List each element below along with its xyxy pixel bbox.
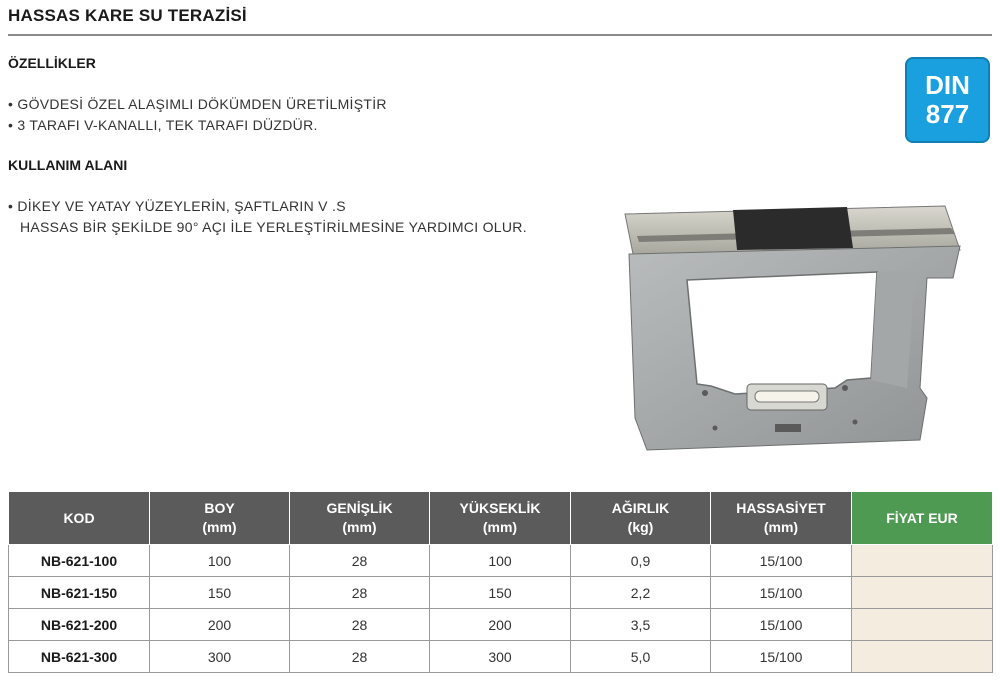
cell-height: 150 xyxy=(430,577,571,609)
cell-price xyxy=(852,577,993,609)
din-standard-badge xyxy=(905,57,990,143)
product-image xyxy=(615,188,965,463)
header-cell: GENİŞLİK (mm) xyxy=(290,492,430,545)
header-cell: KOD xyxy=(9,492,150,545)
cell-precision: 15/100 xyxy=(711,545,852,577)
screw xyxy=(713,426,718,431)
usage-heading: KULLANIM ALANI xyxy=(8,157,128,173)
vial xyxy=(755,391,819,402)
usage-line: • DİKEY VE YATAY YÜZEYLERİN, ŞAFTLARIN V .S xyxy=(8,198,346,214)
features-list xyxy=(8,94,387,136)
header-cell: AĞIRLIK (kg) xyxy=(571,492,711,545)
table-row xyxy=(9,609,993,641)
table-row xyxy=(9,577,993,609)
screw xyxy=(842,385,848,391)
cell-width: 28 xyxy=(290,641,430,673)
usage-line: HASSAS BİR ŞEKİLDE 90° AÇI İLE YERLEŞTİRİLMESİNE YARDIMCI OLUR. xyxy=(20,219,527,235)
screw xyxy=(853,420,858,425)
cell-precision: 15/100 xyxy=(711,641,852,673)
header-cell: YÜKSEKLİK (mm) xyxy=(430,492,571,545)
features-heading: ÖZELLİKLER xyxy=(8,55,96,71)
page-title: HASSAS KARE SU TERAZİSİ xyxy=(8,6,247,25)
cell-height: 200 xyxy=(430,609,571,641)
cell-weight: 3,5 xyxy=(571,609,711,641)
cell-length: 200 xyxy=(150,609,290,641)
cell-code: NB-621-200 xyxy=(9,609,150,641)
feature-item: • 3 TARAFI V-KANALLI, TEK TARAFI DÜZDÜR. xyxy=(8,117,318,133)
label-plate xyxy=(733,207,853,250)
cell-precision: 15/100 xyxy=(711,577,852,609)
table-row xyxy=(9,545,993,577)
cell-price xyxy=(852,641,993,673)
cell-length: 150 xyxy=(150,577,290,609)
header-cell-price: FİYAT EUR xyxy=(852,492,993,545)
cell-weight: 0,9 xyxy=(571,545,711,577)
cell-length: 300 xyxy=(150,641,290,673)
cell-width: 28 xyxy=(290,609,430,641)
badge-line: DIN xyxy=(925,70,970,100)
cell-price xyxy=(852,609,993,641)
screw xyxy=(702,390,708,396)
frame-opening xyxy=(687,272,877,394)
cell-code: NB-621-300 xyxy=(9,641,150,673)
feature-item: • GÖVDESİ ÖZEL ALAŞIMLI DÖKÜMDEN ÜRETİLMİŞTİR xyxy=(8,96,387,112)
cell-weight: 2,2 xyxy=(571,577,711,609)
header-cell: HASSASİYET (mm) xyxy=(711,492,852,545)
cell-height: 100 xyxy=(430,545,571,577)
cell-code: NB-621-150 xyxy=(9,577,150,609)
usage-text xyxy=(8,196,527,238)
title-divider xyxy=(8,34,992,36)
cell-length: 100 xyxy=(150,545,290,577)
table-header-row xyxy=(9,492,993,545)
cell-precision: 15/100 xyxy=(711,609,852,641)
spec-table xyxy=(8,491,993,673)
table-row xyxy=(9,641,993,673)
cell-width: 28 xyxy=(290,577,430,609)
cell-width: 28 xyxy=(290,545,430,577)
cell-weight: 5,0 xyxy=(571,641,711,673)
cell-code: NB-621-100 xyxy=(9,545,150,577)
badge-line: 877 xyxy=(925,99,970,129)
header-cell: BOY (mm) xyxy=(150,492,290,545)
logo-mark xyxy=(775,424,801,432)
cell-price xyxy=(852,545,993,577)
cell-height: 300 xyxy=(430,641,571,673)
